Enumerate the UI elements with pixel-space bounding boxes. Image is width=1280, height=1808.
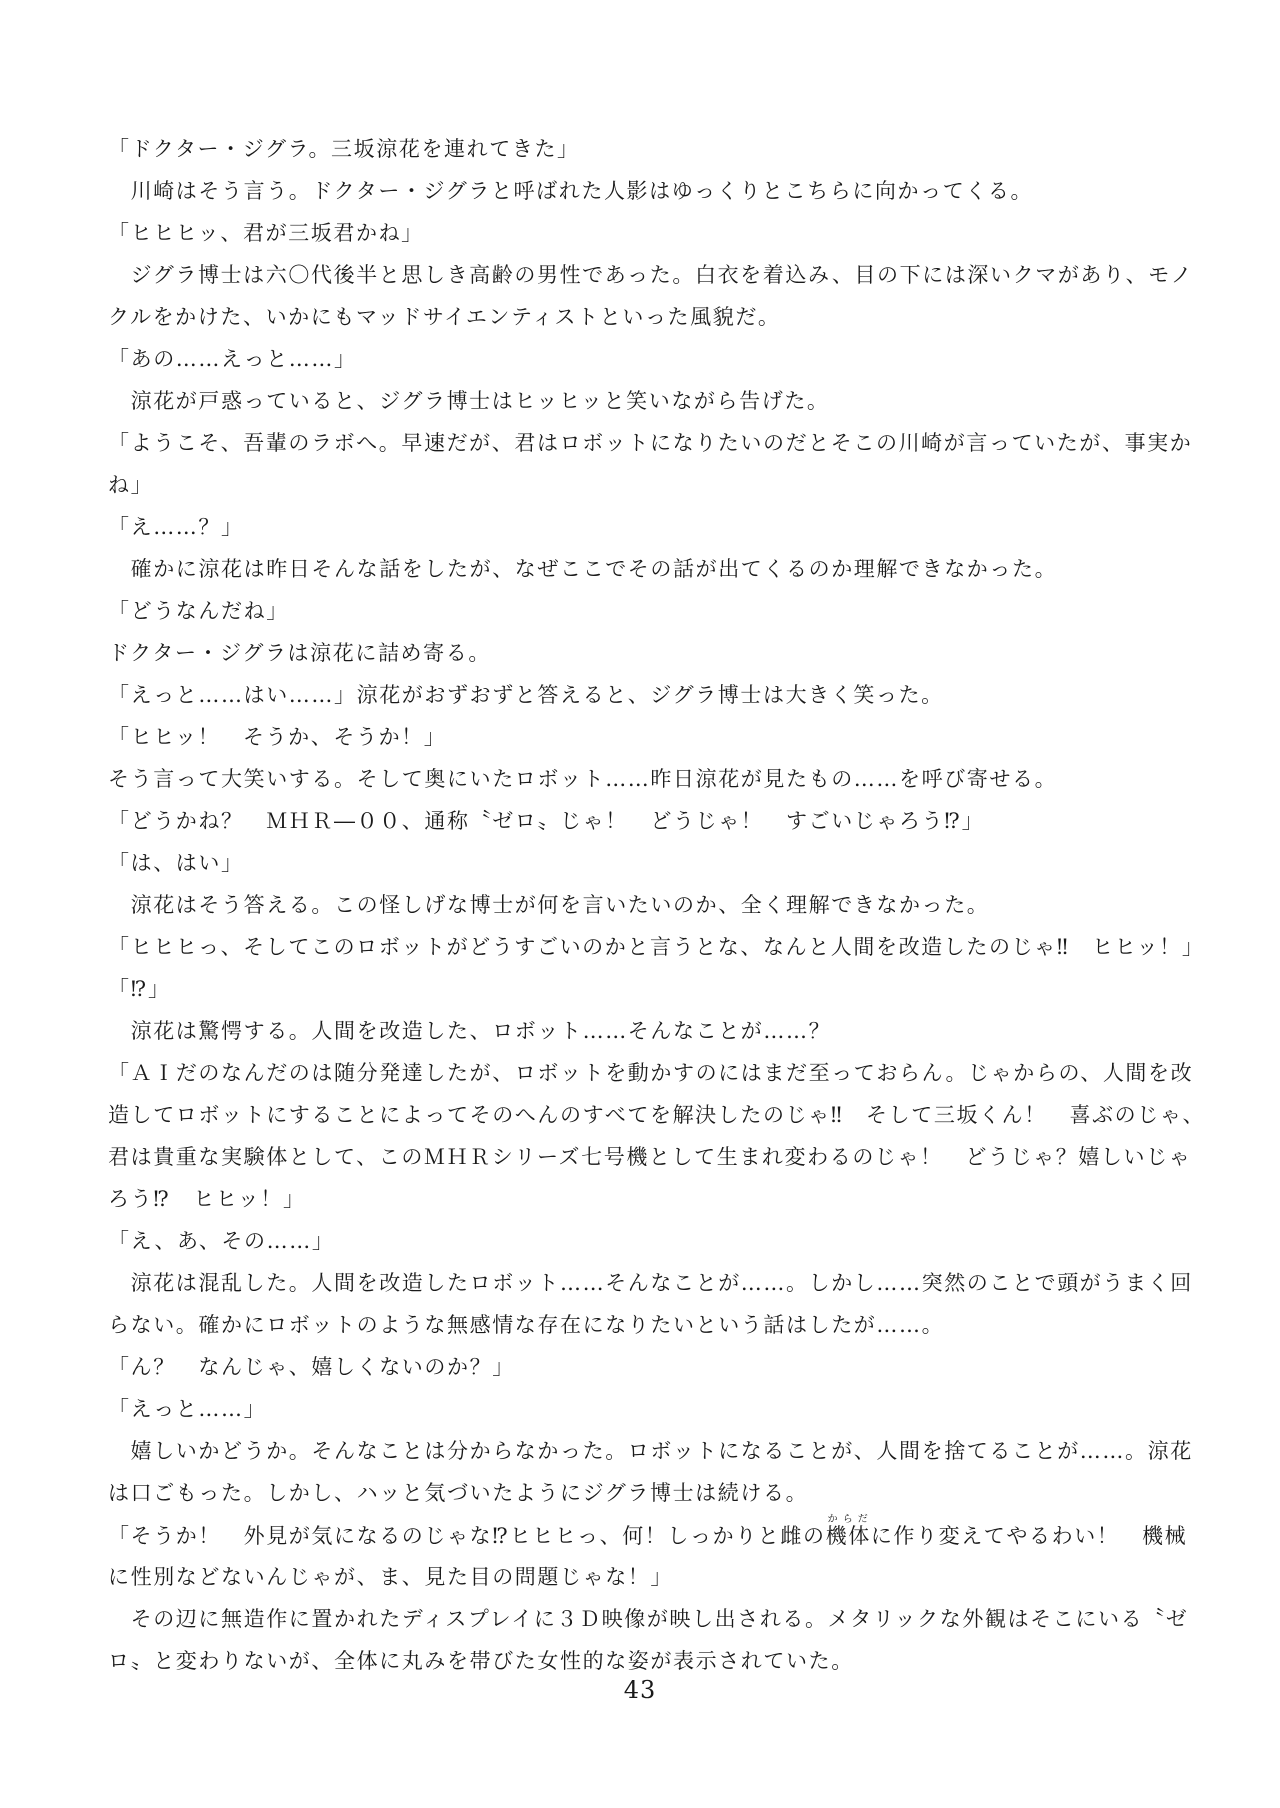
text-line: 川崎はそう言う。ドクター・ジグラと呼ばれた人影はゆっくりとこちらに向かってくる。 (108, 179, 1034, 203)
text-line: 「あの……えっと……」 (108, 347, 357, 371)
text-line: 涼花が戸惑っていると、ジグラ博士はヒッヒッと笑いながら告げた。 (108, 389, 830, 413)
text-line: その辺に無造作に置かれたディスプレイに３Ｄ映像が映し出される。メタリックな外観はそこにいる〝ゼ (108, 1607, 1189, 1631)
text-line: 「ヒヒッ！ そうか、そうか！」 (108, 725, 447, 749)
ruby-reading: からだ (825, 1514, 871, 1525)
text-line: 「え……？」 (108, 515, 244, 539)
text-line: 「ヒヒヒッ、君が三坂君かね」 (108, 221, 424, 245)
ruby-base: 機体 (825, 1524, 871, 1548)
text-line: 君は貴重な実験体として、このＭＨＲシリーズ七号機として生まれ変わるのじゃ！ どうじゃ？嬉しいじゃ (108, 1145, 1192, 1169)
text-line: 「ＡＩだのなんだのは随分発達したが、ロボットを動かすのにはまだ至っておらん。じゃからの、人間を改 (108, 1061, 1194, 1085)
text-line: 「え、あ、その……」 (108, 1229, 335, 1253)
ruby-line-before: 「そうか！ 外見が気になるのじゃな⁉ヒヒヒっ、何！しっかりと雌の (108, 1524, 826, 1548)
text-line: ろう⁉ ヒヒッ！」 (108, 1187, 306, 1211)
text-line: 嬉しいかどうか。そんなことは分からなかった。ロボットになることが、人間を捨てることが……。涼花 (108, 1439, 1193, 1463)
text-line: 確かに涼花は昨日そんな話をしたが、なぜここでその話が出てくるのか理解できなかった。 (108, 557, 1058, 581)
text-line: ロ〟と変わりないが、全体に丸みを帯びた女性的な姿が表示されていた。 (108, 1649, 854, 1673)
text-line: 「ドクター・ジグラ。三坂涼花を連れてきた」 (108, 137, 580, 161)
text-line: ドクター・ジグラは涼花に詰め寄る。 (108, 641, 491, 665)
text-line: 「えっと……」 (108, 1397, 267, 1421)
text-line: 涼花は驚愕する。人間を改造した、ロボット……そんなことが……？ (108, 1019, 832, 1043)
page-number: 43 (623, 1676, 657, 1704)
text-line: そう言って大笑いする。そして奥にいたロボット……昨日涼花が見たもの……を呼び寄せる。 (108, 767, 1058, 791)
text-line: 「⁉」 (108, 977, 171, 1001)
text-line: 涼花はそう答える。この怪しげな博士が何を言いたいのか、全く理解できなかった。 (108, 893, 990, 917)
text-line: ジグラ博士は六〇代後半と思しき高齢の男性であった。白衣を着込み、目の下には深いクマがあり、モノ (108, 263, 1194, 287)
text-line: 「えっと……はい……」涼花がおずおずと答えると、ジグラ博士は大きく笑った。 (108, 683, 944, 707)
text-line: 「ん？ なんじゃ、嬉しくないのか？」 (108, 1355, 515, 1379)
text-line: 「どうなんだね」 (108, 599, 289, 623)
text-line: に性別などないんじゃが、ま、見た目の問題じゃな！」 (108, 1565, 673, 1589)
text-line: 「どうかね？ ＭＨＲ―００、通称〝ゼロ〟じゃ！ どうじゃ！ すごいじゃろう⁉」 (108, 809, 985, 833)
text-line: クルをかけた、いかにもマッドサイエンティストといった風貌だ。 (108, 305, 781, 329)
novel-page-body (108, 128, 1206, 1682)
text-line: らない。確かにロボットのような無感情な存在になりたいという話はしたが……。 (108, 1313, 945, 1337)
ruby-annotation (825, 1514, 871, 1548)
text-line: 造してロボットにすることによってそのへんのすべてを解決したのじゃ‼ そして三坂くん！ 喜ぶのじゃ、 (108, 1103, 1206, 1127)
text-line: は口ごもった。しかし、ハッと気づいたようにジグラ博士は続ける。 (108, 1481, 809, 1505)
text-line-with-ruby (108, 1514, 1188, 1556)
text-line: 「ようこそ、吾輩のラボへ。早速だが、君はロボットになりたいのだとそこの川崎が言っていたが、事実か (108, 431, 1193, 455)
text-line: 涼花は混乱した。人間を改造したロボット……そんなことが……。しかし……突然のことで頭がうまく回 (108, 1271, 1193, 1295)
text-line: 「ヒヒヒっ、そしてこのロボットがどうすごいのかと言うとな、なんと人間を改造したのじゃ‼ ヒヒッ！」 (108, 935, 1205, 959)
text-line: 「は、はい」 (108, 851, 244, 875)
text-line: ね」 (108, 473, 154, 497)
ruby-line-after: に作り変えてやるわい！ 機械 (870, 1524, 1188, 1548)
